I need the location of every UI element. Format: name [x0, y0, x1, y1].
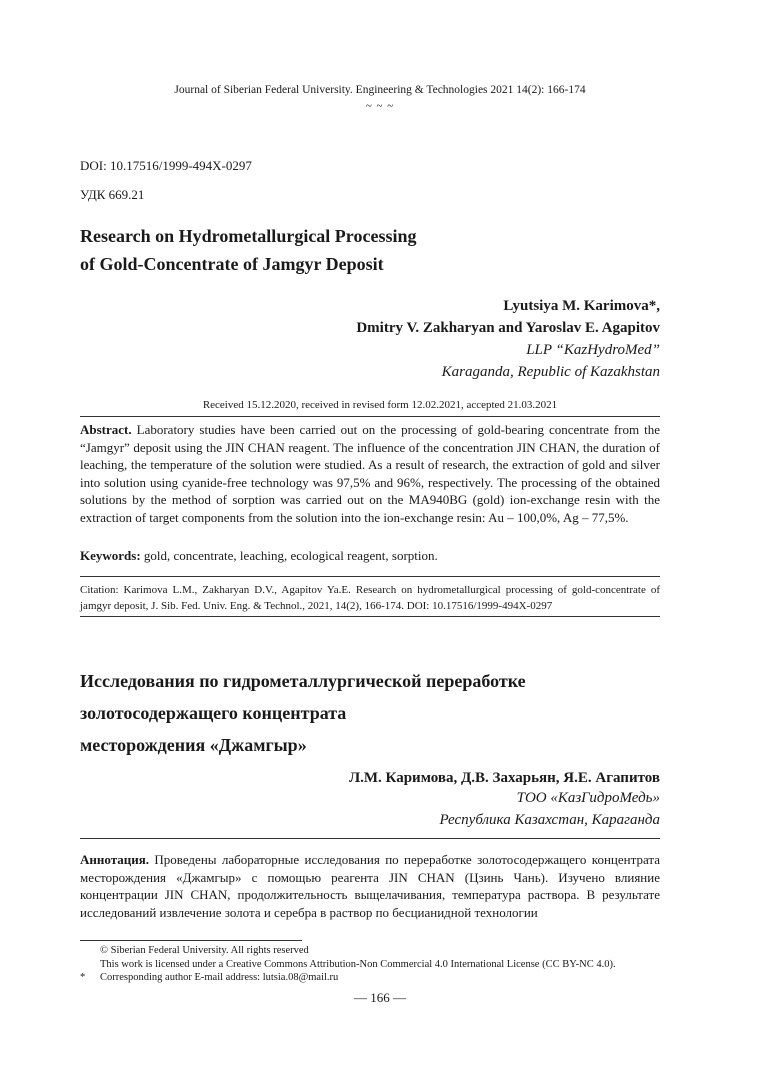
paper-title-ru: [80, 665, 526, 761]
udc-code: УДК 669.21: [80, 187, 145, 202]
annotation-label: Аннотация.: [80, 852, 150, 867]
affiliation-line: ТОО «КазГидроМедь»: [516, 790, 660, 806]
affiliation-line: LLP “KazHydroMed”: [526, 342, 660, 358]
keywords-label: Keywords:: [80, 548, 141, 563]
footnote-license: This work is licensed under a Creative Commons Attribution-Non Commercial 4.0 International License (CC BY-NC 4.0).: [100, 958, 616, 970]
citation-top-rule: [80, 576, 660, 577]
abstract-label: Abstract.: [80, 422, 132, 437]
abstract-text: Laboratory studies have been carried out on the processing of gold-bearing concentrate from the “Jamgyr” deposit using the JIN CHAN reagent. The influence of the concentration JIN CHAN, the duration of leaching, the temperature of the solution were studied. As a result of research, the extraction of gold and silver into solution using cyanide-free technology was 97,5% and 96%, respectively. The processing of the obtained solutions by the method of sorption was carried out on the MA940BG (gold) ion-exchange resin with the extraction of target components from the solution into the ion-exchange resin: Au – 100,0%, Ag – 77,5%.: [80, 422, 660, 525]
annotation: [80, 851, 660, 921]
affiliation-line: Karaganda, Republic of Kazakhstan: [441, 364, 660, 380]
title-line: месторождения «Джамгыр»: [80, 735, 307, 755]
citation: Citation: Karimova L.M., Zakharyan D.V., Agapitov Ya.E. Research on hydrometallurgical processing of gold-concentrate of jamgyr deposit, J. Sib. Fed. Univ. Eng. & Technol., 2021, 14(2), 166-174. DOI: 10.17516/1999-494X-0297: [80, 584, 660, 612]
footnote-corresponding: * Corresponding author E-mail address: lutsia.08@mail.ru: [80, 972, 339, 983]
title-line: Исследования по гидрометаллургической переработке: [80, 671, 526, 691]
received-dates: Received 15.12.2020, received in revised form 12.02.2021, accepted 21.03.2021: [202, 399, 558, 411]
citation-bottom-rule: [80, 616, 660, 617]
annotation-text: Проведены лабораторные исследования по переработке золотосодержащего концентрата месторождения «Джамгыр» с помощью реагента JIN CHAN (Цзинь Чань). Изучено влияние концентрации JIN CHAN, продолжительность выщелачивания, температура раствора. В результате исследований извлечение золота и серебра в раствор по бесцианидной технологии: [80, 852, 660, 920]
keywords: [80, 547, 660, 565]
journal-header: Journal of Siberian Federal University. Engineering & Technologies 2021 14(2): 166-174: [174, 84, 586, 96]
abstract-top-rule: [80, 416, 660, 417]
annotation-top-rule: [80, 838, 660, 839]
author-line: Dmitry V. Zakharyan and Yaroslav E. Agapitov: [356, 320, 660, 336]
keywords-text: gold, concentrate, leaching, ecological reagent, sorption.: [140, 548, 438, 563]
paper-title-en: [80, 222, 416, 278]
affiliation-line: Республика Казахстан, Караганда: [439, 812, 660, 828]
page-number: — 166 —: [354, 990, 406, 1005]
footnotes: [80, 944, 616, 985]
doi: DOI: 10.17516/1999-494X-0297: [80, 158, 252, 173]
author-line: Lyutsiya M. Karimova*,: [503, 298, 660, 314]
header-separator: ~ ~ ~: [365, 100, 395, 112]
authors-block-en: [356, 295, 660, 383]
footnote-rule: [80, 940, 302, 941]
title-line: of Gold-Concentrate of Jamgyr Deposit: [80, 254, 384, 274]
abstract: [80, 421, 660, 527]
author-line: Л.М. Каримова, Д.В. Захарьян, Я.Е. Агапитов: [348, 770, 660, 786]
title-line: золотосодержащего концентрата: [80, 703, 347, 723]
title-line: Research on Hydrometallurgical Processing: [80, 226, 417, 246]
authors-block-ru: [349, 770, 660, 831]
footnote-copyright: © Siberian Federal University. All rights reserved: [100, 945, 309, 956]
